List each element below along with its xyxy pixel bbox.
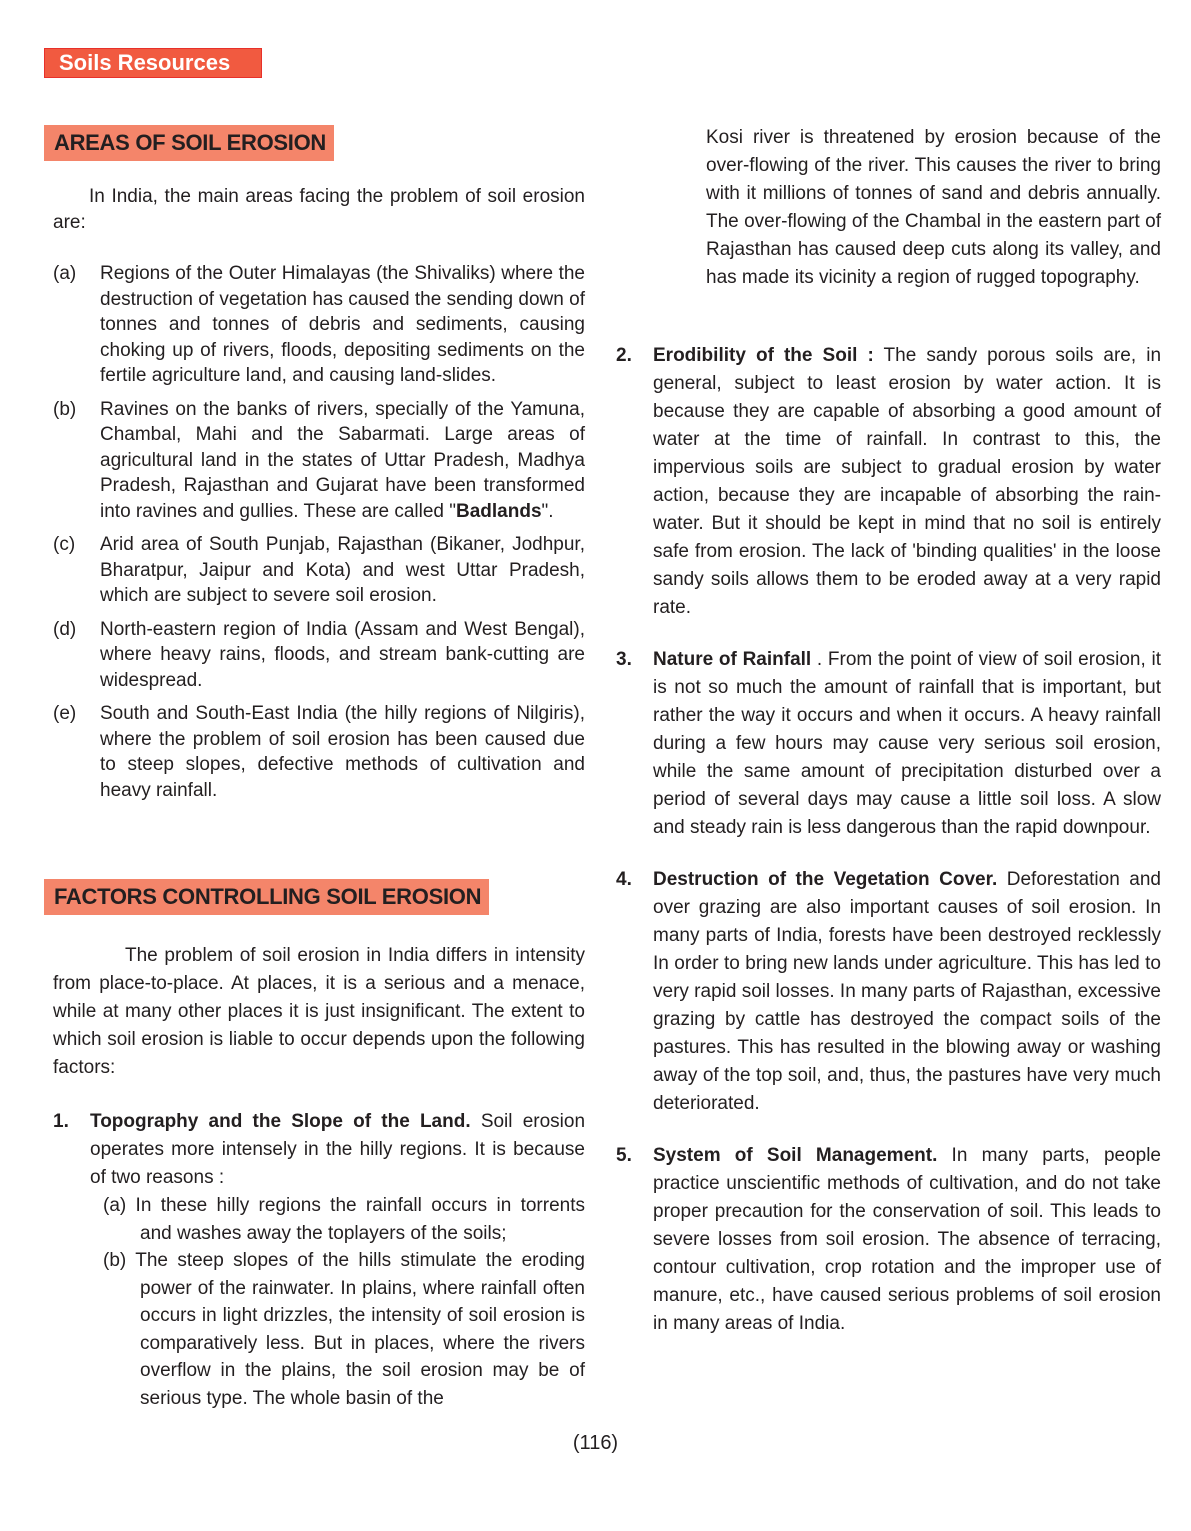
areas-list [53,261,585,803]
factor-item-4: 4. Destruction of the Vegetation Cover. Deforestation and over grazing are also important causes of soil erosion. In many parts of India, forests have been destroyed recklessly In order to bring new lands under agriculture. This has led to very rapid soil losses. In many parts of Rajasthan, excessive grazing by cattle has destroyed the compact soils of the pastures. This has resulted in the blowing away or washing away of the top soil, and, thus, the pastures have very much deteriorated. [616,869,1161,1114]
sub-item: (a) In these hilly regions the rainfall occurs in torrents and washes away the toplayers of the soils; [103,1195,585,1244]
list-item: (d) North-eastern region of India (Assam and West Bengal), where heavy rains, floods, and stream bank-cutting are widespread. [53,618,585,691]
section-heading-areas: AREAS OF SOIL EROSION [44,125,334,161]
factor-title: Nature of Rainfall [653,649,812,670]
factor-title: Erodibility of the Soil : [653,345,874,366]
list-item: (a) Regions of the Outer Himalayas (the Shivaliks) where the destruction of vegetation has caused the sending down of tonnes and tonnes of debris and sediments, causing choking up of rivers, floods, depositing sediments on the fertile agriculture land, and causing land-slides. [53,263,585,386]
factor-item-3: 3. Nature of Rainfall . From the point of view of soil erosion, it is not so much the amount of rainfall that is important, but rather the way it occurs and when it occurs. A heavy rainfall during a few hours may cause very serious soil erosion, while the same amount of precipitation disturbed over a period of several days may cause a little soil loss. A slow and steady rain is less dangerous than the rapid downpour. [616,649,1161,838]
section-heading-factors: FACTORS CONTROLLING SOIL EROSION [44,879,489,915]
factor-item-2: 2. Erodibility of the Soil : The sandy porous soils are, in general, subject to least erosion by water action. It is because they are capable of absorbing a good amount of water at the time of rainfall. In contrast to this, the impervious soils are subject to gradual erosion by water action, because they are incapable of absorbing the rain-water. But it should be kept in mind that no soil is entirely safe from erosion. The lack of 'binding qualities' in the loose sandy soils allows them to be eroded away at a very rapid rate. [616,345,1162,618]
factors-intro-block [53,942,585,1412]
list-item: (b) Ravines on the banks of rivers, specially of the Yamuna, Chambal, Mahi and the Sabarmati. Large areas of agricultural land in the states of Uttar Pradesh, Madhya Pradesh, Rajasthan and Gujarat have been transformed into ravines and gullies. These are called "Badlands". [53,398,585,522]
badlands-term: Badlands [456,500,542,522]
factors-intro: The problem of soil erosion in India differs in intensity from place-to-place. At places, it is a serious and a menace, while at many other places it is just insignificant. The extent to which soil erosion is liable to occur depends upon the following factors: [53,945,585,1078]
areas-section [53,184,585,811]
factors-right-column [616,342,1161,1338]
sub-item: (b) The steep slopes of the hills stimulate the eroding power of the rainwater. In plains, where rainfall often occurs in light drizzles, the intensity of soil erosion is comparatively less. But in places, where the rivers overflow in the plains, the soil erosion may be of serious type. The whole basin of the [103,1250,585,1409]
factor-1-continuation: Kosi river is threatened by erosion because of the over-flowing of the river. This causes the river to bring with it millions of tonnes of sand and debris annually. The over-flowing of the Chambal in the eastern part of Rajasthan has caused deep cuts along its valley, and has made its vicinity a region of rugged topography. [706,127,1161,288]
factor-item-1: 1. Topography and the Slope of the Land. Soil erosion operates more intensely in the hilly regions. It is because of two reasons : [53,1111,586,1188]
list-item: (c) Arid area of South Punjab, Rajasthan (Bikaner, Jodhpur, Bharatpur, Jaipur and Kota) and west Uttar Pradesh, which are subject to severe soil erosion. [53,534,585,606]
areas-intro: In India, the main areas facing the problem of soil erosion are: [53,186,585,233]
page-number: (116) [572,1432,619,1454]
factor-title: Destruction of the Vegetation Cover. [653,869,998,890]
factor-item-5: 5. System of Soil Management. In many parts, people practice unscientific methods of cultivation, and do not take proper precaution for the conservation of soil. This leads to severe losses from soil erosion. The absence of terracing, contour cultivation, crop rotation and the improper use of manure, etc., have caused serious problems of soil erosion in many areas of India. [616,1145,1161,1334]
list-item: (e) South and South-East India (the hilly regions of Nilgiris), where the problem of soil erosion has been caused due to steep slopes, defective methods of cultivation and heavy rainfall. [53,703,585,801]
chapter-tag: Soils Resources [44,48,262,78]
factor-title: Topography and the Slope of the Land. [90,1111,471,1132]
factor-title: System of Soil Management. [653,1145,938,1166]
